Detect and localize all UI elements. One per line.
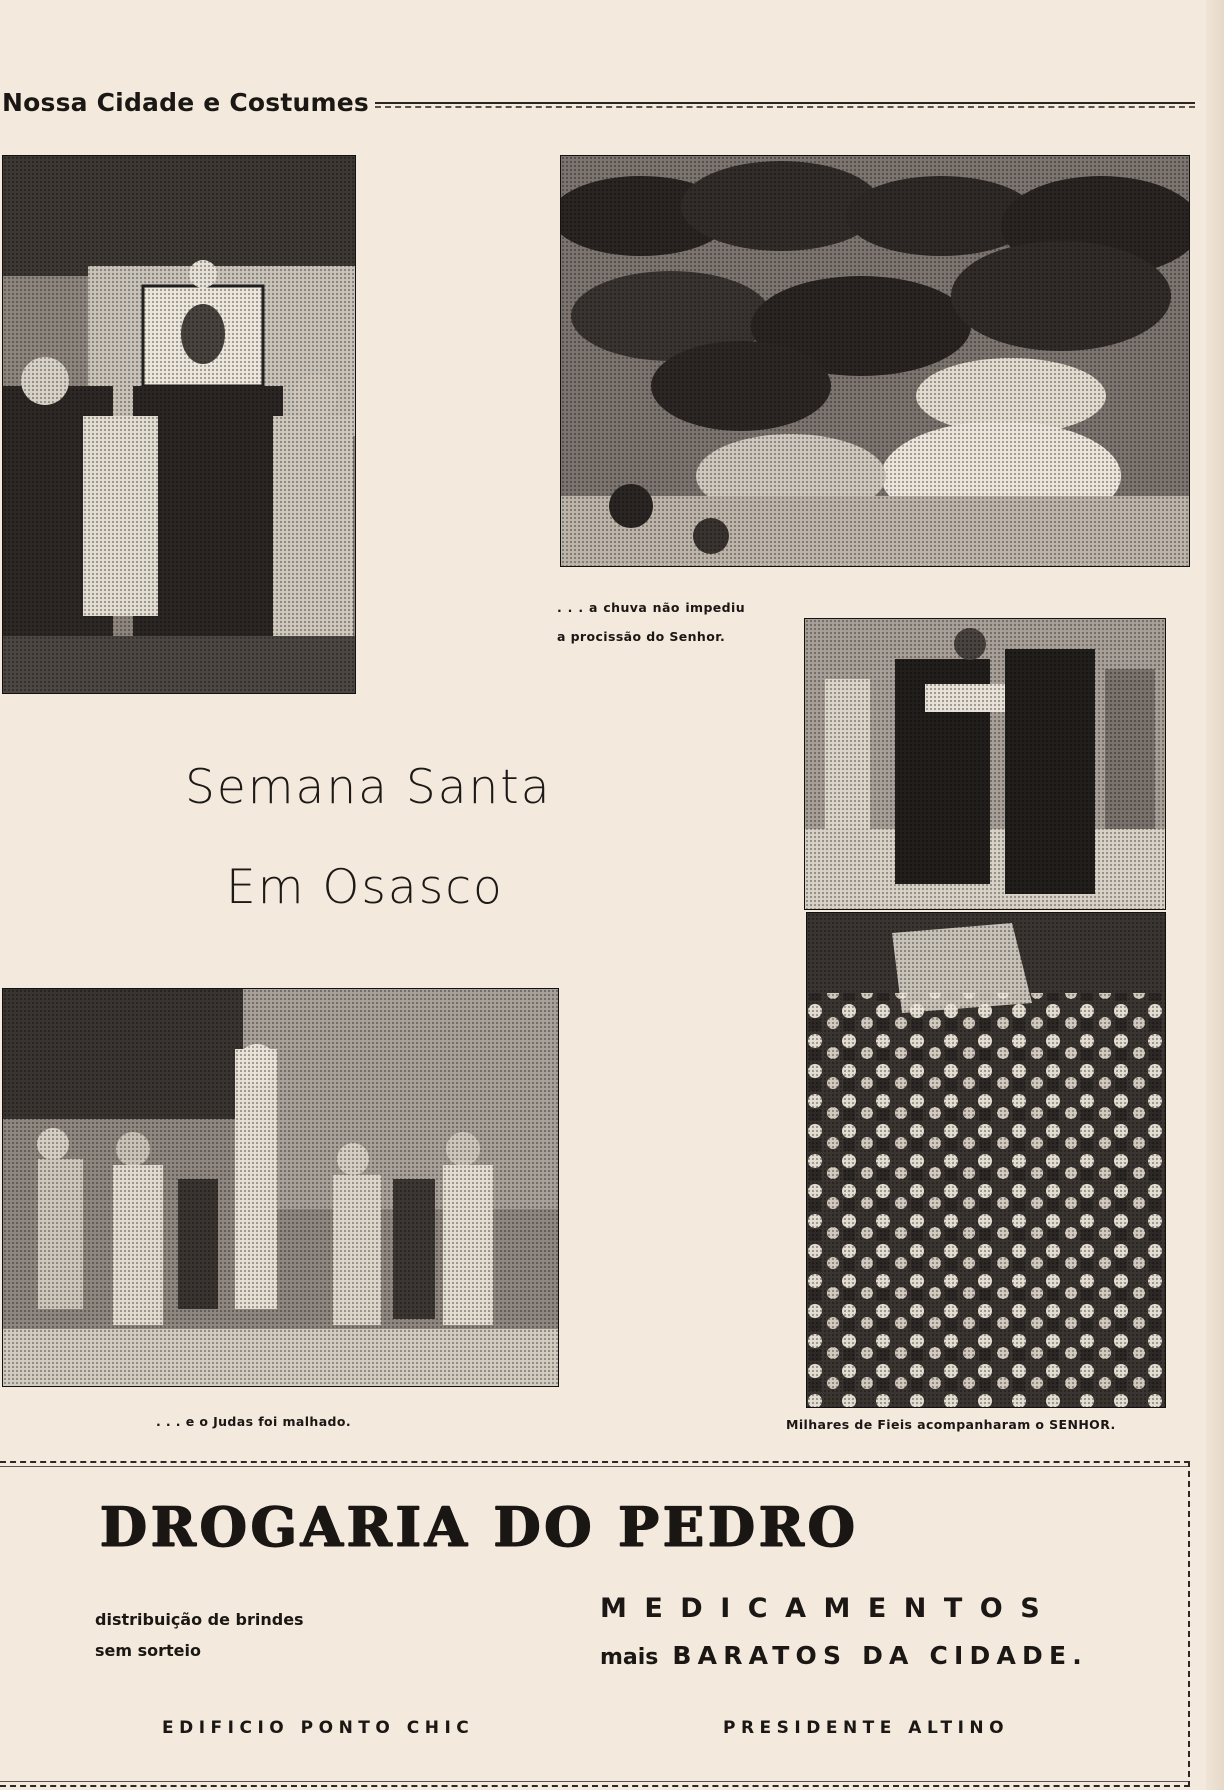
- ad-note-gifts: distribuição de brindes: [95, 1610, 304, 1629]
- headline-line-1: Semana Santa: [185, 760, 552, 815]
- advertisement-box: [0, 1461, 1190, 1787]
- caption-judas: . . . e o Judas foi malhado.: [156, 1414, 352, 1429]
- ad-headline-medicines: MEDICAMENTOS: [600, 1593, 1058, 1624]
- ad-bottom-rule: [0, 1781, 1188, 1782]
- section-title: Nossa Cidade e Costumes: [2, 88, 369, 117]
- ad-footer-building: EDIFICIO PONTO CHIC: [162, 1718, 475, 1738]
- photo-judas-effigy: [2, 988, 559, 1387]
- ad-store-name: DROGARIA DO PEDRO: [100, 1495, 859, 1559]
- photo-procession-banner: [2, 155, 356, 694]
- ad-headline-cheapest: [600, 1641, 1088, 1670]
- header-rule: [375, 102, 1195, 104]
- section-header: [0, 88, 1195, 124]
- ad-headline-prefix: mais: [600, 1645, 659, 1670]
- paper-edge: [1206, 0, 1224, 1790]
- caption-crowd: Milhares de Fieis acompanharam o SENHOR.: [786, 1417, 1116, 1432]
- header-rule-dashed: [375, 106, 1195, 108]
- ad-headline-rest: BARATOS DA CIDADE.: [672, 1641, 1088, 1670]
- ad-note-no-draw: sem sorteio: [95, 1641, 201, 1660]
- photo-crowd: [806, 912, 1166, 1408]
- ad-top-rule: [0, 1466, 1188, 1467]
- headline-line-2: Em Osasco: [226, 860, 504, 915]
- caption-rain-procession: . . . a chuva não impediu a procissão do Senhor.: [557, 600, 745, 644]
- photo-umbrellas: [560, 155, 1190, 567]
- photo-robed-figures: [804, 618, 1166, 910]
- ad-footer-location: PRESIDENTE ALTINO: [723, 1718, 1010, 1738]
